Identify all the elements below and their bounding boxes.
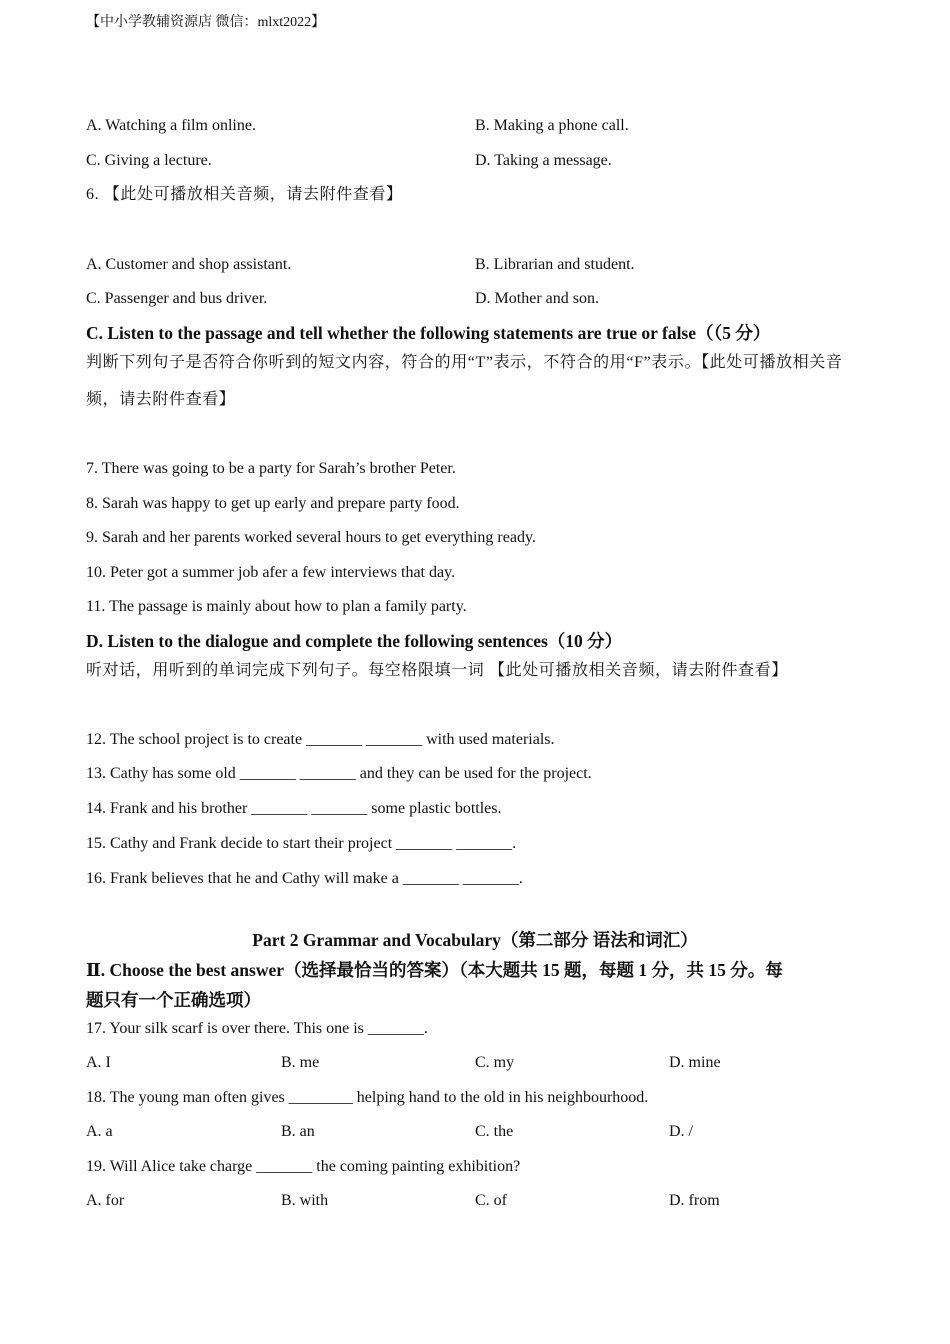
option-a: A. I [86, 1054, 111, 1071]
question-stem: 19. Will Alice take charge _______ the coming painting exhibition? [86, 1158, 521, 1175]
section-d-instruction: 听对话，用听到的单词完成下列句子。每空格限填一词 【此处可播放相关音频，请去附件查看】 [86, 662, 788, 679]
option-a: A. a [86, 1123, 113, 1140]
fill-in-item: 14. Frank and his brother _______ _______ some plastic bottles. [86, 800, 502, 817]
option-d: D. mine [669, 1054, 721, 1071]
fill-in-item: 12. The school project is to create _______ _______ with used materials. [86, 731, 555, 748]
section-d-title: D. Listen to the dialogue and complete the following sentences（10 分） [86, 631, 623, 651]
section-ii-title-cont: 题只有一个正确选项） [86, 990, 261, 1010]
option-c: C. the [475, 1123, 514, 1140]
section-ii-title: Ⅱ. Choose the best answer（选择最恰当的答案）（本大题共 15 题，每题 1 分，共 15 分。每 [86, 960, 783, 980]
q6-stem: 6. 【此处可播放相关音频，请去附件查看】 [86, 186, 403, 203]
option-d: D. from [669, 1192, 720, 1209]
statement-item: 9. Sarah and her parents worked several hours to get everything ready. [86, 529, 536, 546]
option-c: C. of [475, 1192, 507, 1209]
statement-item: 8. Sarah was happy to get up early and prepare party food. [86, 495, 460, 512]
question-stem: 18. The young man often gives ________ helping hand to the old in his neighbourhood. [86, 1089, 649, 1106]
fill-in-item: 15. Cathy and Frank decide to start their project _______ _______. [86, 835, 517, 852]
statement-item: 7. There was going to be a party for Sarah’s brother Peter. [86, 460, 456, 477]
q5-option-d: D. Taking a message. [475, 152, 612, 169]
part2-title: Part 2 Grammar and Vocabulary（第二部分 语法和词汇） [252, 930, 698, 950]
option-b: B. with [281, 1192, 329, 1209]
q6-option-a: A. Customer and shop assistant. [86, 256, 292, 273]
q6-option-c: C. Passenger and bus driver. [86, 290, 268, 307]
q6-option-d: D. Mother and son. [475, 290, 599, 307]
statement-item: 11. The passage is mainly about how to plan a family party. [86, 598, 467, 615]
section-c-title: C. Listen to the passage and tell whether the following statements are true or false（（5 分） [86, 323, 771, 343]
fill-in-item: 16. Frank believes that he and Cathy will make a _______ _______. [86, 870, 523, 887]
option-d: D. / [669, 1123, 693, 1140]
fill-in-item: 13. Cathy has some old _______ _______ and they can be used for the project. [86, 765, 592, 782]
q5-option-c: C. Giving a lecture. [86, 152, 212, 169]
q6-option-b: B. Librarian and student. [475, 256, 635, 273]
q5-option-b: B. Making a phone call. [475, 117, 629, 134]
question-stem: 17. Your silk scarf is over there. This one is _______. [86, 1020, 428, 1037]
option-a: A. for [86, 1192, 125, 1209]
option-c: C. my [475, 1054, 515, 1071]
section-c-instruction: 判断下列句子是否符合你听到的短文内容，符合的用“T”表示，不符合的用“F”表示。【此处可播放相关音 [86, 354, 843, 371]
option-b: B. an [281, 1123, 315, 1140]
statement-item: 10. Peter got a summer job afer a few interviews that day. [86, 564, 456, 581]
page-header: 【中小学教辅资源店 微信：mlxt2022】 [86, 15, 326, 30]
section-c-instruction-cont: 频，请去附件查看】 [86, 391, 236, 408]
q5-option-a: A. Watching a film online. [86, 117, 256, 134]
option-b: B. me [281, 1054, 320, 1071]
